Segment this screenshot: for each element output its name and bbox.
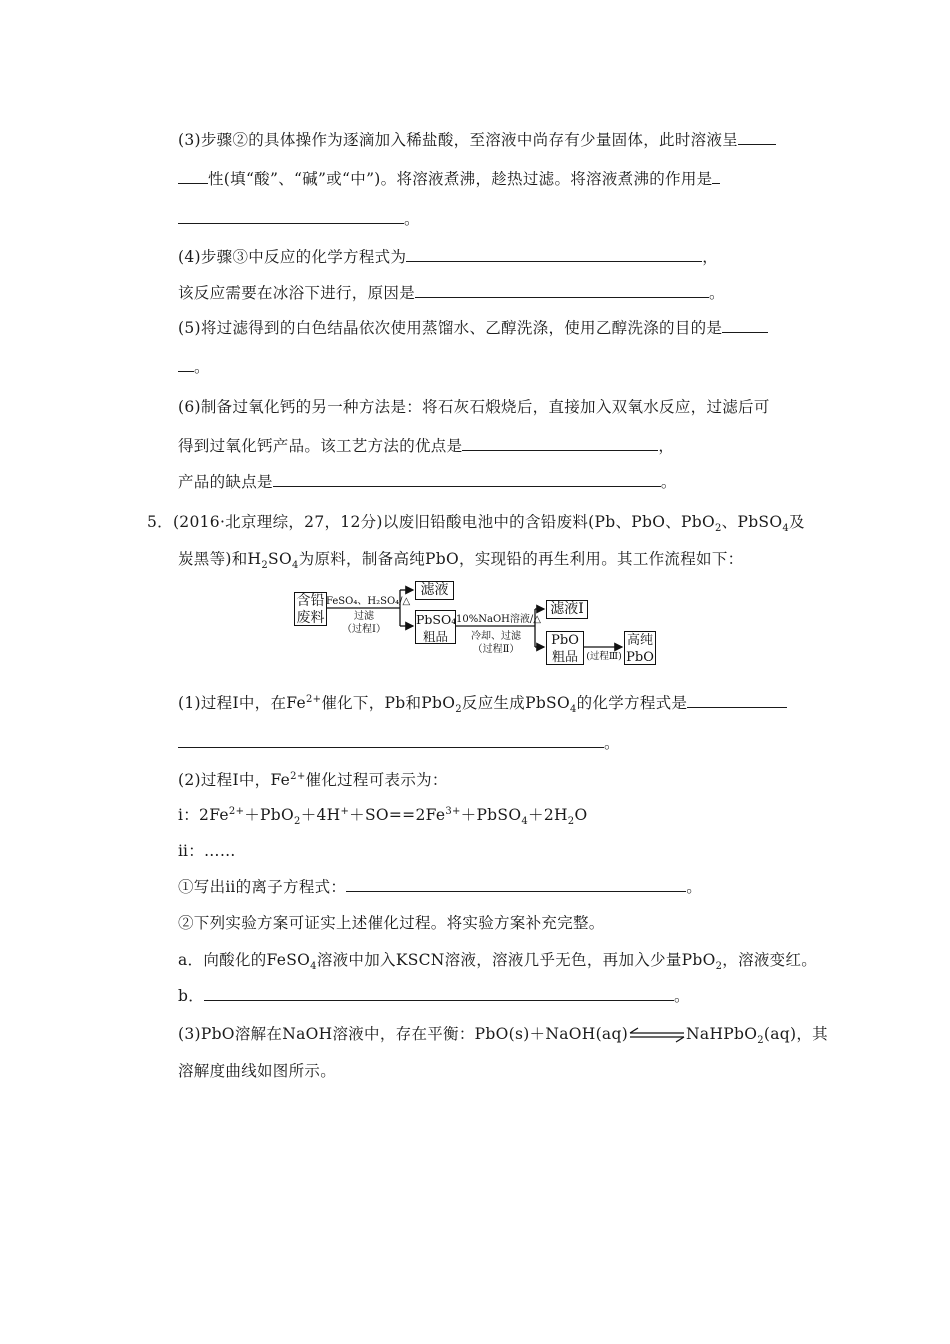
filtrate1-box: 滤液Ⅰ	[546, 600, 588, 619]
s2-eq-ii: ⅱ：……	[178, 842, 236, 860]
answer-blank[interactable]	[178, 733, 604, 748]
pure-pbo-box: 高纯PbO	[624, 631, 656, 665]
p4-line2: 该反应需要在冰浴下进行，原因是 。	[178, 284, 725, 302]
s2-a: a．向酸化的FeSO$_4$溶液中加入KSCN溶液，溶液几乎无色，再加入少量PbO$_2$，溶液变红。	[178, 951, 818, 973]
p3-line3: 。	[178, 209, 420, 229]
s3-line1: (3)PbO溶解在NaOH溶液中，存在平衡：PbO(s)＋NaOH(aq) NaHPbO$_2$(aq)，其	[178, 1025, 828, 1047]
crude-pbo-box: PbO粗品	[546, 631, 584, 665]
s2-eq-i: ⅰ：$2Fe^{2+}+PbO_2+4H^++SO==2Fe^{3+}+PbSO_4+2H_2O$	[178, 805, 588, 828]
p6-line3: 产品的缺点是 。	[178, 473, 677, 491]
equilibrium-arrows-icon	[628, 1027, 686, 1043]
q5-line2: 炭黑等)和$H_2SO_4$为原料，制备高纯PbO，实现铅的再生利用。其工作流程如下：	[178, 550, 744, 572]
filtrate-box: 滤液	[415, 581, 454, 600]
step1-filter-label: 过滤	[354, 611, 374, 622]
s1-line1: (1)过程Ⅰ中，在$Fe^{2+}$催化下，Pb和PbO$_2$反应生成PbSO$_4$的化学方程式是	[178, 693, 787, 713]
answer-blank[interactable]	[204, 986, 674, 1001]
q5-line1: 5．(2016·北京理综，27，12分)以废旧铅酸电池中的含铅废料(Pb、PbO、PbO$_2$、PbSO$_4$及	[147, 513, 805, 535]
step1-reagents-label: FeSO₄、H₂SO₄/△	[326, 596, 411, 607]
s2-line1: (2)过程Ⅰ中，$Fe^{2+}$催化过程可表示为：	[178, 770, 448, 789]
s3-line2: 溶解度曲线如图所示。	[178, 1062, 337, 1080]
p6-line1: (6)制备过氧化钙的另一种方法是：将石灰石煅烧后，直接加入双氧水反应，过滤后可	[178, 398, 770, 416]
waste-box: 含铅废料	[294, 592, 327, 626]
step2-process-label: （过程Ⅱ）	[472, 644, 520, 655]
s2-c2: ②下列实验方案可证实上述催化过程。将实验方案补充完整。	[178, 914, 605, 932]
answer-blank[interactable]	[687, 693, 787, 708]
s2-b: b． 。	[178, 987, 690, 1005]
p4-line1: (4)步骤③中反应的化学方程式为 ，	[178, 248, 719, 266]
s2-c1: ①写出ⅱ的离子方程式： 。	[178, 878, 703, 896]
step2-cool-filter-label: 冷却、过滤	[471, 631, 521, 642]
step2-reagents-label: 10%NaOH溶液/△	[456, 614, 541, 625]
p5-line2: 。	[178, 357, 210, 377]
p5-line1: (5)将过滤得到的白色结晶依次使用蒸馏水、乙醇洗涤，使用乙醇洗涤的目的是	[178, 318, 768, 338]
step1-process-label: （过程Ⅰ）	[342, 624, 386, 635]
p6-line2: 得到过氧化钙产品。该工艺方法的优点是 ，	[178, 437, 675, 455]
p3-line2: 性(填“酸”、“碱”或“中”)。将溶液煮沸，趁热过滤。将溶液煮沸的作用是	[178, 169, 720, 189]
step3-process-label: (过程Ⅲ)	[586, 651, 622, 662]
crude-pbso4-box: PbSO₄粗品	[416, 612, 457, 644]
answer-blank[interactable]	[346, 877, 686, 892]
s1-line2: 。	[178, 733, 620, 753]
p3-line1: (3)步骤②的具体操作为逐滴加入稀盐酸，至溶液中尚存有少量固体，此时溶液呈	[178, 130, 776, 150]
